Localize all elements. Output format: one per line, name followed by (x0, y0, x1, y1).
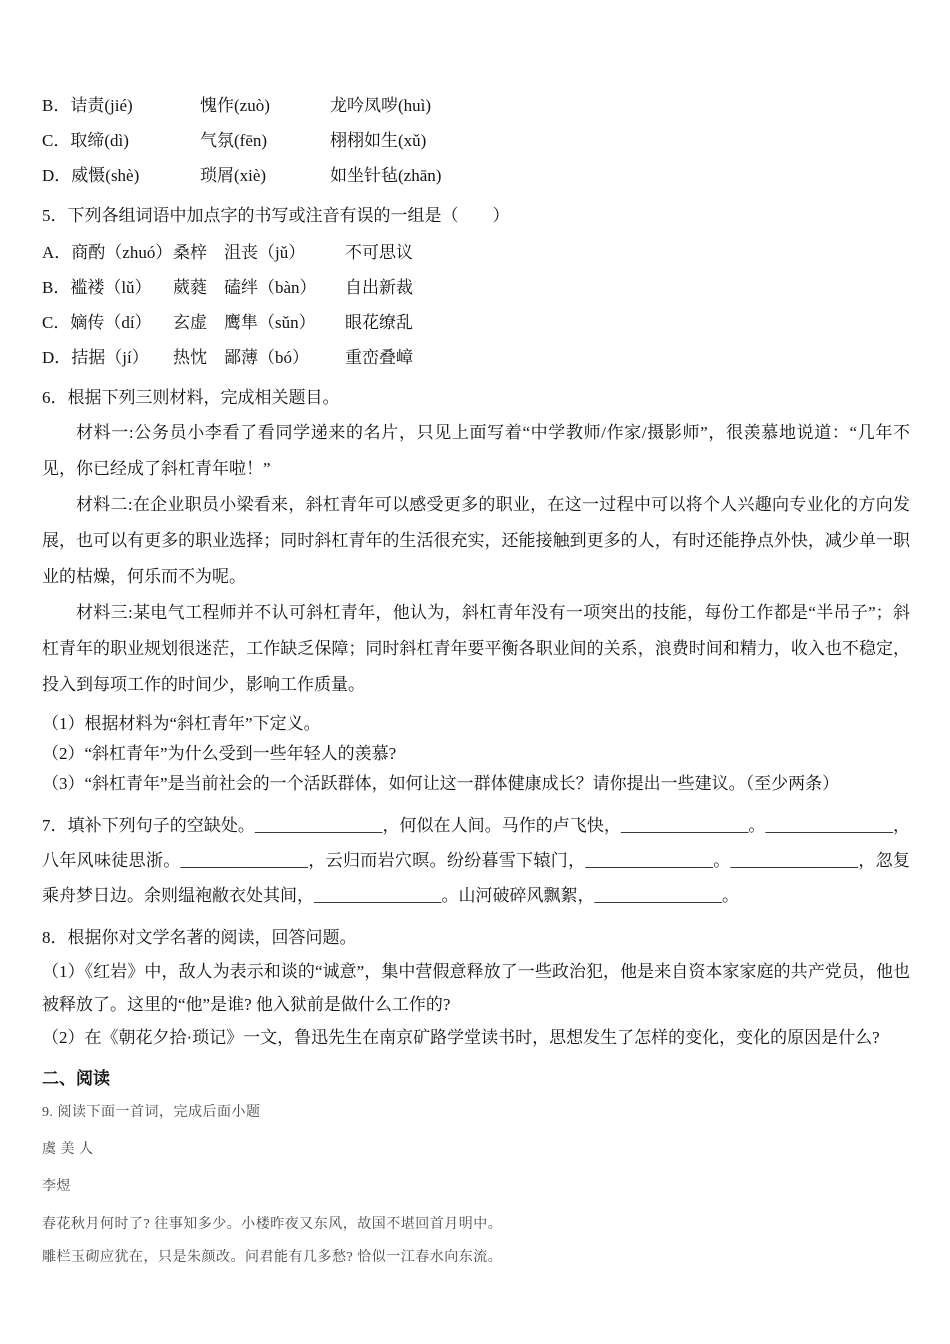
question-9-stem: 9. 阅读下面一首词，完成后面小题 (42, 1105, 261, 1120)
option-word: B．褴褛（lǔ） (42, 278, 152, 297)
option-word: A．商酌（zhuó） (42, 243, 173, 262)
q6-material-2: 材料二:在企业职员小梁看来，斜杠青年可以感受更多的职业，在这一过程中可以将个人兴趣向专业化的方向发展，也可以有更多的职业选择；同时斜杠青年的生活很充实，还能接触到更多的人，有时还能挣点外快，减少单一职业的枯燥，何乐而不为呢。 (42, 495, 910, 586)
question-7-text: 7．填补下列句子的空缺处。_______________，何似在人间。马作的卢飞快，_______________。_______________，八年风味徒思浙。_______________，云归而岩穴暝。纷纷暮雪下辕门，_______________。_______________，忽复乘舟梦日边。余则缊袍敝衣处其间，_______________。山河破碎风飘絮，_______________。 (42, 816, 910, 905)
question-8-stem: 8．根据你对文学名著的阅读，回答问题。 (42, 928, 357, 947)
option-word: C．取缔(dì) (42, 131, 129, 150)
option-word: 不可思议 (345, 243, 413, 262)
poem-line-2: 雕栏玉砌应犹在，只是朱颜改。问君能有几多愁? 恰似一江春水向东流。 (42, 1250, 503, 1265)
option-word: B．诘责(jié) (42, 96, 133, 115)
q6-sub-question-3: （3）“斜杠青年”是当前社会的一个活跃群体，如何让这一群体健康成长？请你提出一些建议。（至少两条） (42, 774, 840, 793)
option-word: 如坐针毡(zhān) (330, 166, 442, 185)
q6-material-1: 材料一:公务员小李看了看同学递来的名片，只见上面写着“中学教师/作家/摄影师”，很羡慕地说道：“几年不见，你已经成了斜杠青年啦！” (42, 423, 910, 478)
poem-title: 虞 美 人 (42, 1142, 94, 1157)
option-word: 重峦叠嶂 (345, 348, 413, 367)
q5-option-row-b (42, 268, 910, 303)
option-word: 自出新裁 (345, 278, 413, 297)
option-word: 眼花缭乱 (345, 313, 413, 332)
option-word: C．嫡传（dí） (42, 313, 152, 332)
q6-sub-question-1: （1）根据材料为“斜杠青年”下定义。 (42, 714, 321, 733)
q6-sub-question-2: （2）“斜杠青年”为什么受到一些年轻人的羡慕? (42, 744, 397, 763)
q5-option-row-a (42, 233, 910, 268)
option-word: 桑梓 沮丧（jǔ） (173, 243, 306, 262)
question-9-block (42, 1097, 910, 1274)
option-word: 热忱 鄙薄（bó） (173, 348, 309, 367)
q5-option-row-c (42, 303, 910, 338)
poem-author: 李煜 (42, 1179, 71, 1194)
question-5-stem: 5．下列各组词语中加点字的书写或注音有误的一组是（ ） (42, 206, 510, 225)
q4-option-row-b (42, 86, 910, 121)
q4-option-row-c (42, 121, 910, 156)
q5-option-row-d (42, 338, 910, 373)
section-2-title: 二、阅读 (42, 1069, 110, 1088)
q6-material-3: 材料三:某电气工程师并不认可斜杠青年，他认为，斜杠青年没有一项突出的技能，每份工作都是“半吊子”；斜杠青年的职业规划很迷茫，工作缺乏保障；同时斜杠青年要平衡各职业间的关系，浪费时间和精力，收入也不稳定，投入到每项工作的时间少，影响工作质量。 (42, 603, 910, 694)
option-word: D．拮据（jí） (42, 348, 149, 367)
q8-sub-question-1: （1）《红岩》中，敌人为表示和谈的“诚意”，集中营假意释放了一些政治犯，他是来自资本家家庭的共产党员，他也被释放了。这里的“他”是谁? 他入狱前是做什么工作的? (42, 962, 910, 1014)
option-word: 栩栩如生(xǔ) (330, 131, 427, 150)
option-word: 气氛(fēn) (200, 131, 268, 150)
option-word: 愧作(zuò) (200, 96, 270, 115)
option-word: 玄虚 鹰隼（sǔn） (173, 313, 316, 332)
option-word: 琐屑(xiè) (200, 166, 267, 185)
question-6-stem: 6．根据下列三则材料，完成相关题目。 (42, 388, 340, 407)
q8-sub-question-2: （2）在《朝花夕拾·琐记》一文，鲁迅先生在南京矿路学堂读书时，思想发生了怎样的变化，变化的原因是什么? (42, 1028, 880, 1047)
option-word: 葳蕤 磕绊（bàn） (173, 278, 317, 297)
option-word: D．威慑(shè) (42, 166, 140, 185)
q4-option-row-d (42, 156, 910, 191)
poem-line-1: 春花秋月何时了? 往事知多少。小楼昨夜又东风，故国不堪回首月明中。 (42, 1217, 503, 1232)
option-word: 龙吟凤哕(huì) (330, 96, 432, 115)
